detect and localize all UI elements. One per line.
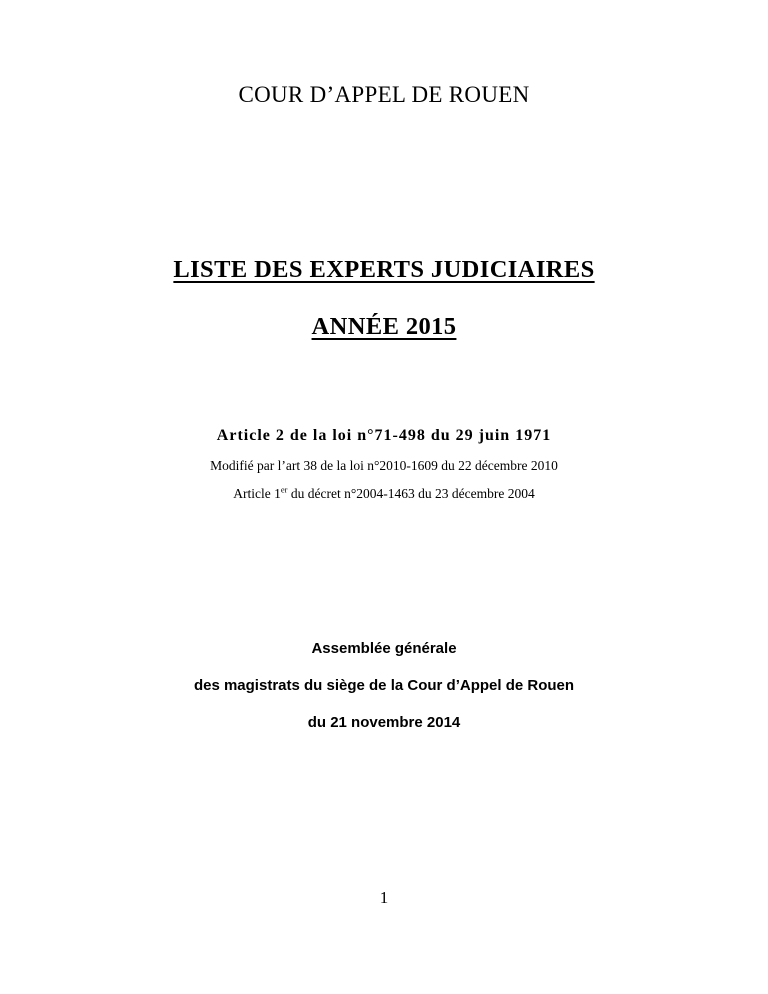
document-title-text: LISTE DES EXPERTS JUDICIAIRES: [173, 256, 595, 283]
assembly-date: [0, 714, 768, 731]
page-number: [0, 888, 768, 908]
page-number-text: 1: [379, 888, 389, 907]
law-amendment-text: Modifié par l’art 38 de la loi n°2010-1609 du 22 décembre 2010: [210, 458, 558, 473]
law-article: [0, 427, 768, 445]
assembly-date-text: du 21 novembre 2014: [307, 714, 461, 731]
decree-superscript: er: [280, 484, 288, 495]
law-article-text: Article 2 de la loi n°71-498 du 29 juin 1971: [216, 427, 552, 444]
document-title: [0, 256, 768, 284]
decree-prefix: Article 1: [233, 486, 281, 501]
document-year-text: ANNÉE 2015: [311, 313, 457, 340]
assembly-heading-text: Assemblée générale: [311, 640, 457, 657]
assembly-heading: [0, 640, 768, 657]
assembly-magistrates: [0, 677, 768, 694]
decree-reference: [0, 486, 768, 502]
document-year: [0, 313, 768, 341]
assembly-magistrates-text: des magistrats du siège de la Cour d’Appel de Rouen: [193, 677, 575, 694]
court-name-text: COUR D’APPEL DE ROUEN: [238, 82, 530, 107]
decree-suffix: du décret n°2004-1463 du 23 décembre 2004: [287, 486, 535, 501]
law-amendment: [0, 458, 768, 474]
court-name: [0, 82, 768, 108]
